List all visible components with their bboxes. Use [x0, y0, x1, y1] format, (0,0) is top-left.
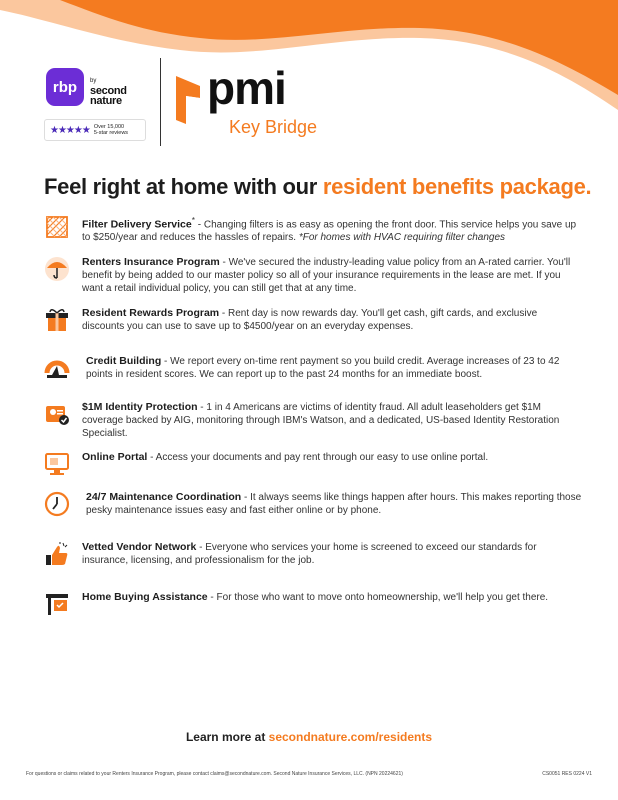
benefit-description: - Everyone who services your home is screened to exceed our standards for insurance, licensing, and professionalism for the job. [82, 542, 537, 566]
filter-icon [44, 214, 70, 240]
headline-prefix: Feel right at home with our [44, 174, 323, 199]
benefit-text [82, 541, 582, 567]
benefit-title: Resident Rewards Program [82, 307, 220, 319]
by-label: by [90, 78, 97, 84]
residents-link[interactable]: secondnature.com/residents [268, 730, 433, 744]
second-nature-wordmark: second nature [90, 85, 127, 107]
benefit-title: Filter Delivery Service [82, 218, 192, 231]
reviews-badge [44, 119, 146, 141]
thumbs-up-icon [44, 541, 70, 567]
benefit-text [82, 307, 582, 333]
home-buying-icon [44, 591, 70, 617]
benefit-title: Online Portal [82, 451, 148, 463]
insurance-umbrella-icon [44, 256, 70, 282]
identity-protection-icon [44, 401, 70, 427]
benefit-title: Vetted Vendor Network [82, 541, 197, 553]
benefit-description: - Access your documents and pay rent through our easy to use online portal. [147, 452, 489, 463]
benefit-description: - Changing filters is as easy as opening the front door. This service helps you save up to $250/year and reduces the hassles of repairs. [82, 219, 577, 244]
benefit-text [82, 591, 582, 604]
pmi-wordmark: pmi [207, 62, 286, 114]
benefit-footnote: *For homes with HVAC requiring filter changes [298, 232, 506, 244]
benefit-text [82, 401, 582, 440]
benefit-description: - We've secured the industry-leading value policy from an A-rated carrier. You'll benefit by being added to our master policy so all of your insurance requirements in the lease are met. If you want a retail individual policy, you can still get that at any time. [82, 257, 571, 294]
benefit-description: - We report every on-time rent payment so you build credit. Average increases of 23 to 42 points in resident scores. We can report up to the past 24 months for an immediate boost. [86, 356, 560, 380]
benefit-description: - 1 in 4 Americans are victims of identity fraud. All adult leaseholders get $1M coverage backed by AIG, monitoring through IBM's Watson, and a dedicated, US-based Identity Restoration Specialist. [82, 402, 560, 439]
credit-gauge-icon [44, 355, 70, 381]
star-rating-icon: ★★★★★ [50, 124, 90, 136]
benefit-text [82, 451, 582, 464]
benefit-title: 24/7 Maintenance Coordination [86, 491, 242, 503]
page-headline [44, 174, 604, 200]
pmi-logo-mark-icon [170, 76, 204, 124]
benefit-title: $1M Identity Protection [82, 401, 198, 413]
benefit-title-asterisk: * [191, 215, 195, 225]
clock-icon [44, 491, 70, 517]
online-portal-icon [44, 451, 70, 477]
document-code: CS0051 RES 0224 V1 [542, 771, 592, 777]
reviews-label: 5-star reviews [93, 130, 129, 136]
gift-icon [44, 307, 70, 333]
benefit-text [82, 214, 582, 244]
reviews-count: Over 15,000 [93, 124, 125, 130]
key-bridge-label: Key Bridge [229, 117, 318, 137]
benefit-title: Credit Building [86, 355, 162, 367]
benefit-text [86, 491, 586, 517]
rbp-logo-text: rbp [52, 78, 78, 96]
headline-highlight: resident benefits package. [322, 174, 592, 199]
benefit-text [86, 355, 586, 381]
benefit-description: - For those who want to move onto homeownership, we'll help you get there. [207, 592, 549, 603]
benefit-title: Renters Insurance Program [82, 256, 220, 268]
cta-prefix: Learn more at [185, 730, 269, 744]
benefit-description: - Rent day is now rewards day. You'll get cash, gift cards, and exclusive discounts you can use to save up to $4500/year on an everyday expenses. [82, 308, 538, 332]
learn-more-cta [0, 730, 618, 744]
benefit-title: Home Buying Assistance [82, 591, 208, 603]
benefit-text [82, 256, 582, 295]
insurance-disclaimer: For questions or claims related to your Renters Insurance Program, please contact claims@secondnature.com. Second Nature Insurance Services, LLC. (NPN 20224621) [26, 771, 403, 777]
benefit-description: - It always seems like things happen after hours. This makes reporting those pesky maintenance issues easy and fast either online or by phone. [86, 492, 582, 516]
second-nature-logo [90, 76, 150, 106]
logo-divider [160, 58, 161, 146]
reviews-text [94, 124, 128, 136]
rbp-logo [46, 68, 84, 106]
